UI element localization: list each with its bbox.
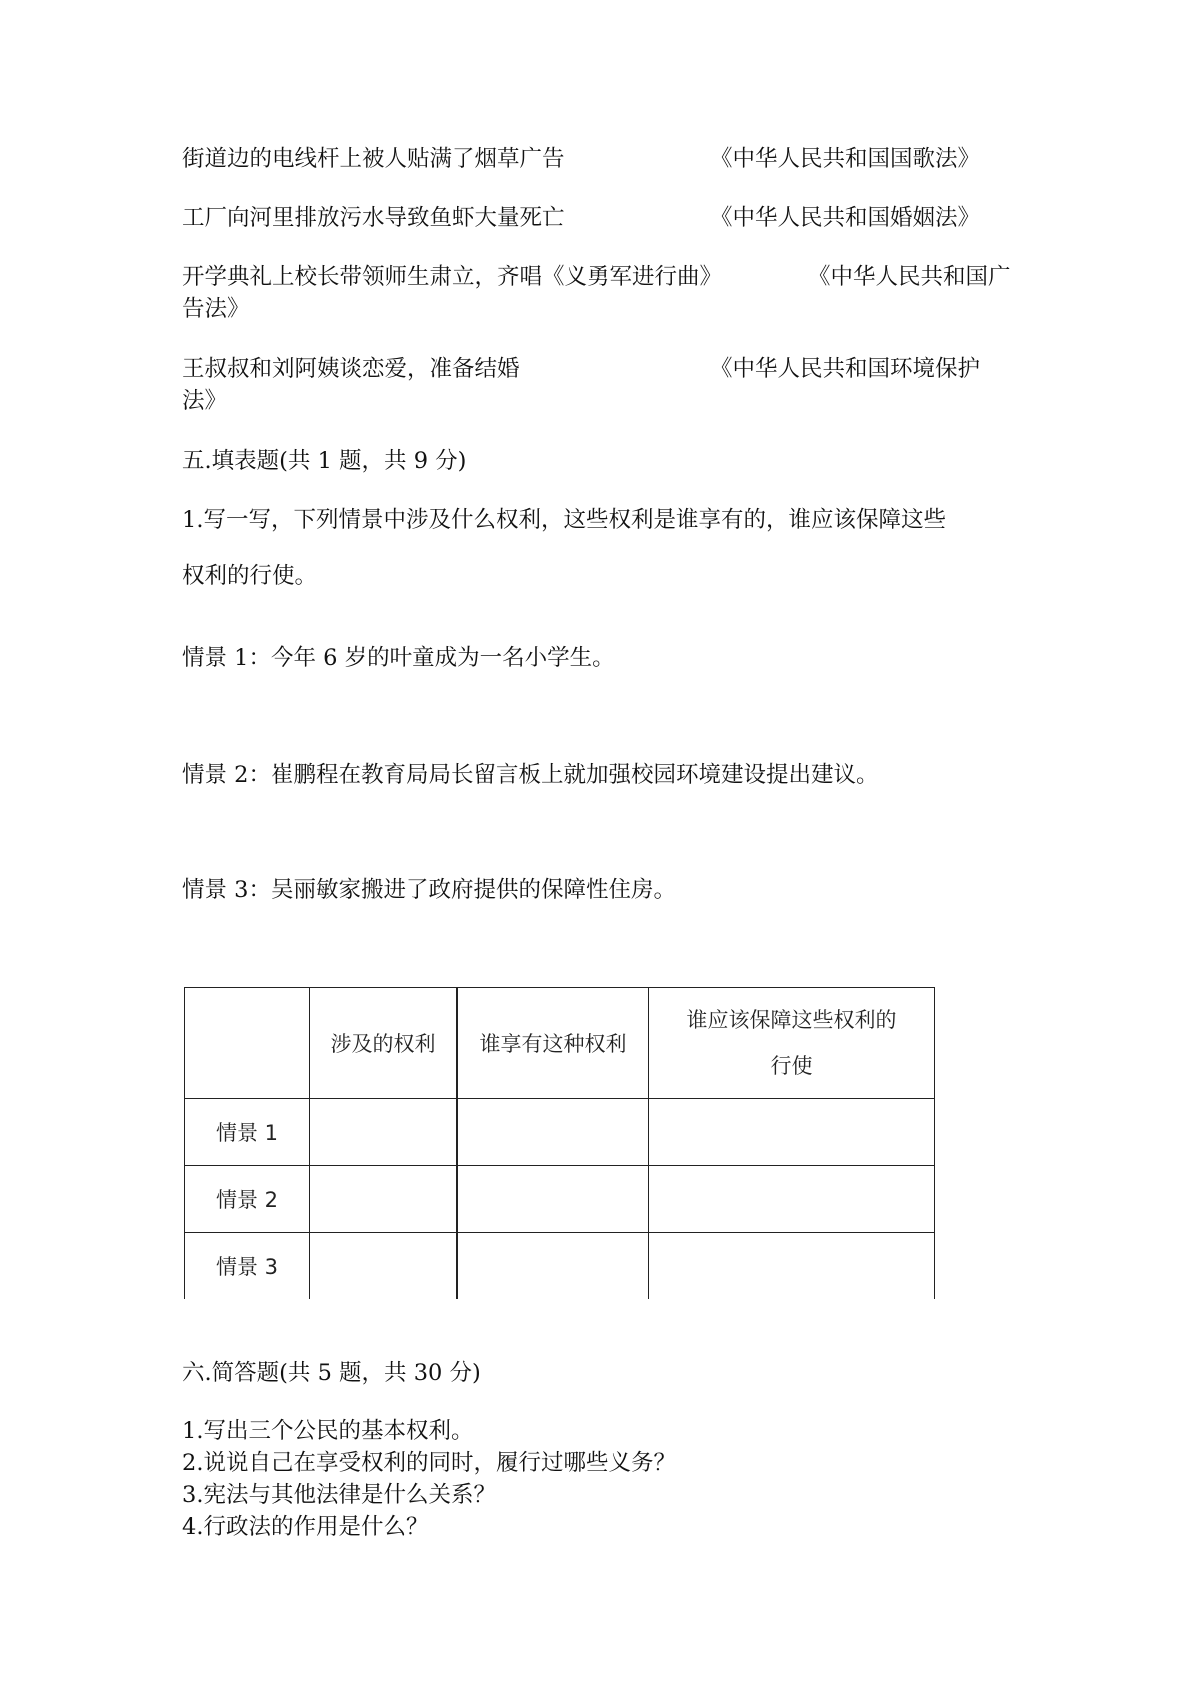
section6-question-1: 1.写出三个公民的基本权利。: [182, 1418, 474, 1444]
table-cell: [310, 1233, 458, 1299]
table-cell: [649, 1166, 935, 1233]
table-cell: [457, 1233, 649, 1299]
table-header-guarantor-line1: 谁应该保障这些权利的: [686, 1008, 897, 1032]
match-right-3: 《中华人民共和国广: [808, 264, 1011, 290]
match-right-4: 《中华人民共和国环境保护: [710, 356, 981, 382]
section6-question-3: 3.宪法与其他法律是什么关系？: [182, 1482, 496, 1508]
table-header-holder: 谁享有这种权利: [457, 988, 649, 1099]
table-cell: [310, 1099, 458, 1166]
table-row-label: 情景 3: [185, 1233, 310, 1299]
match-right-1: 《中华人民共和国国歌法》: [710, 146, 981, 172]
table-row-label: 情景 2: [185, 1166, 310, 1233]
table-row: [185, 1233, 935, 1299]
table-header-guarantor-line2: 行使: [770, 1054, 813, 1078]
match-right-4-cont: 法》: [182, 388, 228, 414]
table-header-guarantor: [649, 988, 935, 1099]
scenario-3: 情景 3：吴丽敏家搬进了政府提供的保障性住房。: [182, 877, 676, 903]
scenario-2: 情景 2：崔鹏程在教育局局长留言板上就加强校园环境建设提出建议。: [182, 762, 879, 788]
match-left-1: 街道边的电线杆上被人贴满了烟草广告: [182, 146, 565, 172]
section5-title: 五.填表题(共 1 题，共 9 分): [182, 448, 467, 474]
table-cell: [310, 1166, 458, 1233]
section6-title: 六.简答题(共 5 题，共 30 分): [182, 1360, 481, 1386]
table-header-row: [185, 988, 935, 1099]
table-cell: [457, 1166, 649, 1233]
table-cell: [649, 1099, 935, 1166]
match-left-3: 开学典礼上校长带领师生肃立，齐唱《义勇军进行曲》: [182, 264, 723, 290]
match-left-2: 工厂向河里排放污水导致鱼虾大量死亡: [182, 205, 565, 231]
table-cell: [649, 1233, 935, 1299]
match-left-4: 王叔叔和刘阿姨谈恋爱，准备结婚: [182, 356, 520, 382]
match-right-2: 《中华人民共和国婚姻法》: [710, 205, 981, 231]
table-row: [185, 1099, 935, 1166]
section6-question-4: 4.行政法的作用是什么？: [182, 1514, 429, 1540]
scenario-1: 情景 1：今年 6 岁的叶童成为一名小学生。: [182, 645, 615, 671]
rights-table: [184, 987, 935, 1299]
table-header-rights: 涉及的权利: [310, 988, 458, 1099]
section5-question-line1: 1.写一写，下列情景中涉及什么权利，这些权利是谁享有的，谁应该保障这些: [182, 507, 946, 533]
match-right-3-cont: 告法》: [182, 296, 250, 322]
table-row: [185, 1166, 935, 1233]
section5-question-line2: 权利的行使。: [182, 563, 318, 589]
table-cell: [457, 1099, 649, 1166]
table-row-label: 情景 1: [185, 1099, 310, 1166]
table-header-empty: [185, 988, 310, 1099]
section6-question-2: 2.说说自己在享受权利的同时，履行过哪些义务？: [182, 1450, 676, 1476]
